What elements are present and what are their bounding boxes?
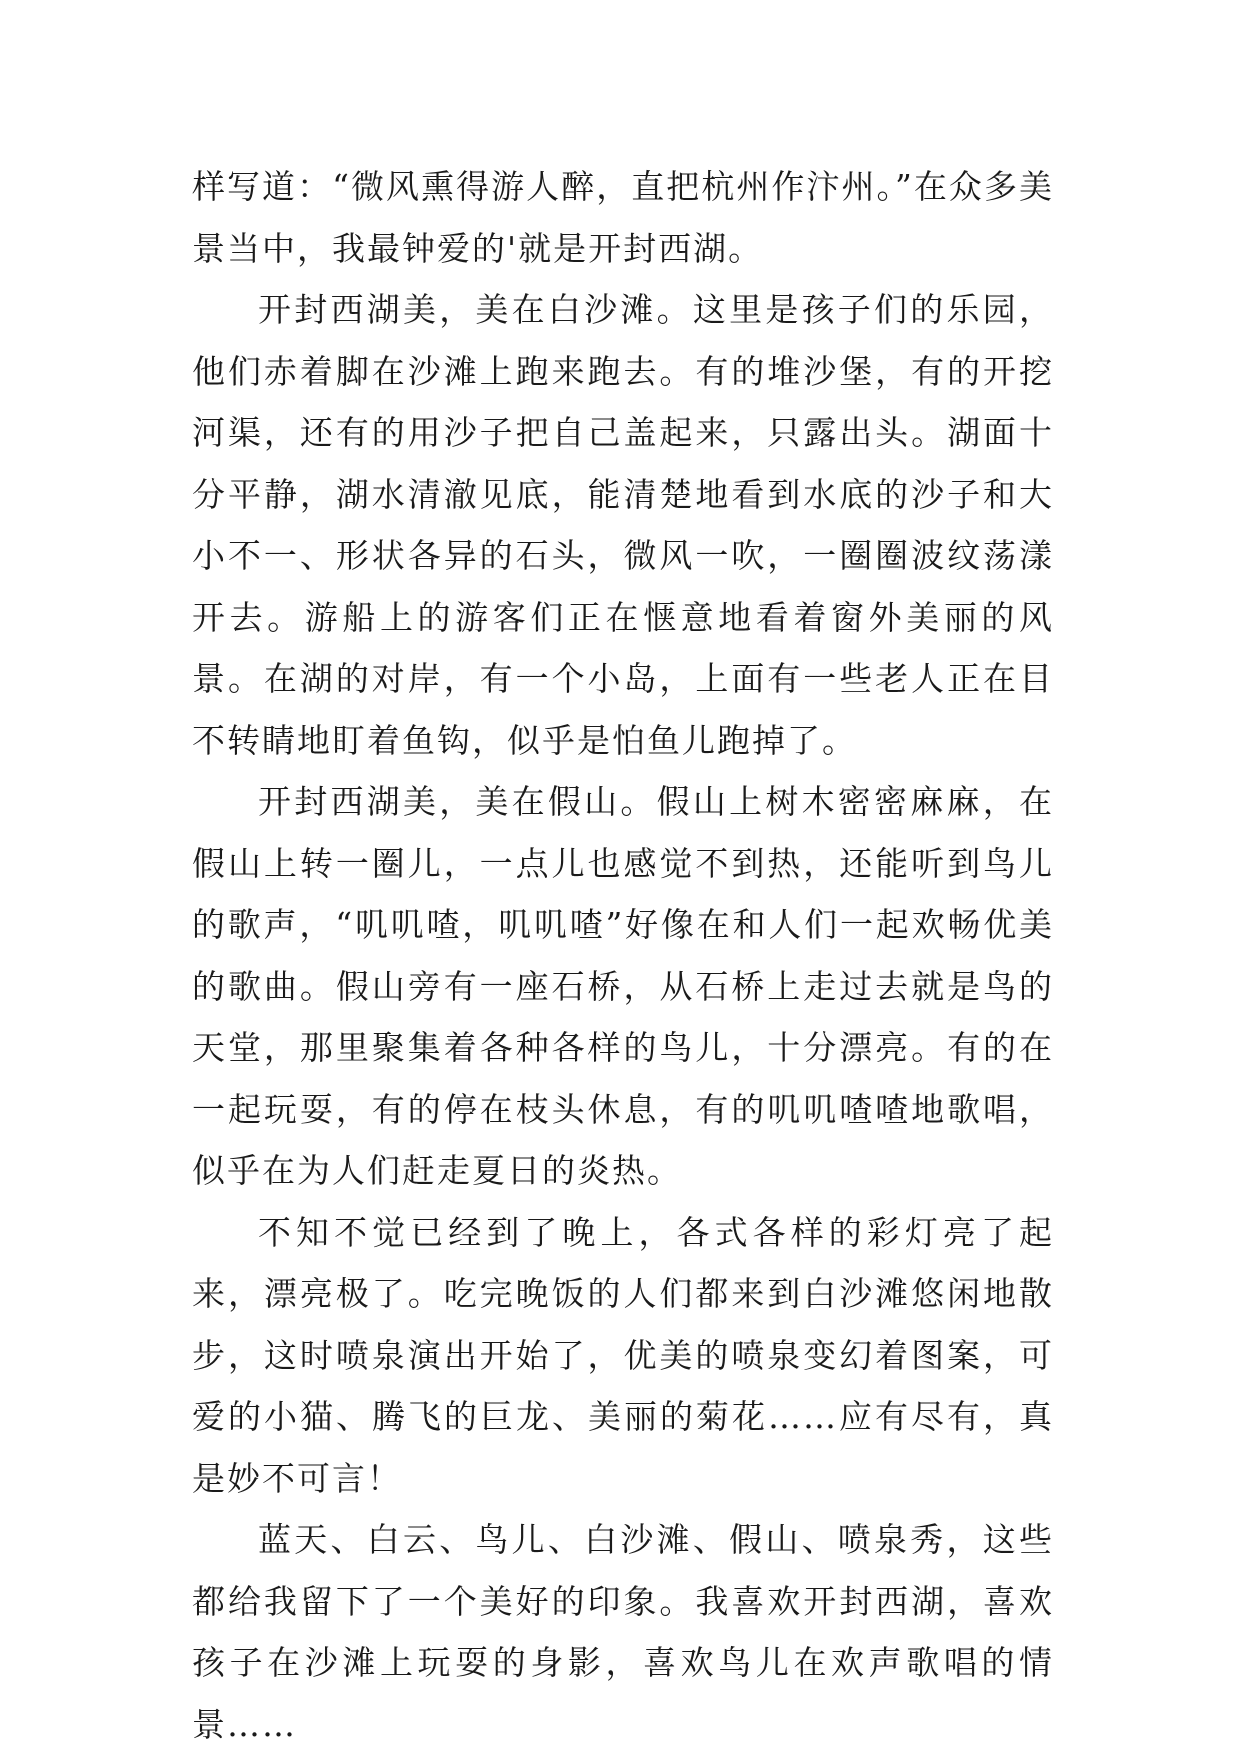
essay-body (192, 156, 1054, 1755)
paragraph-3: 开封西湖美，美在假山。假山上树木密密麻麻，在假山上转一圈儿，一点儿也感觉不到热，还能听到鸟儿的歌声，“叽叽喳，叽叽喳”好像在和人们一起欢畅优美的歌曲。假山旁有一座石桥，从石桥上走过去就是鸟的天堂，那里聚集着各种各样的鸟儿，十分漂亮。有的在一起玩耍，有的停在枝头休息，有的叽叽喳喳地歌唱，似乎在为人们赶走夏日的炎热。 (192, 782, 1054, 1190)
paragraph-2: 开封西湖美，美在白沙滩。这里是孩子们的乐园，他们赤着脚在沙滩上跑来跑去。有的堆沙堡，有的开挖河渠，还有的用沙子把自己盖起来，只露出头。湖面十分平静，湖水清澈见底，能清楚地看到水底的沙子和大小不一、形状各异的石头，微风一吹，一圈圈波纹荡漾开去。游船上的游客们正在惬意地看着窗外美丽的风景。在湖的对岸，有一个小岛，上面有一些老人正在目不转睛地盯着鱼钩，似乎是怕鱼儿跑掉了。 (192, 290, 1054, 760)
paragraph-1: 样写道：“微风熏得游人醉，直把杭州作汴州。”在众多美景当中，我最钟爱的'就是开封西湖。 (192, 167, 1054, 268)
paragraph-5: 蓝天、白云、鸟儿、白沙滩、假山、喷泉秀，这些都给我留下了一个美好的印象。我喜欢开封西湖，喜欢孩子在沙滩上玩耍的身影，喜欢鸟儿在欢声歌唱的情景…… (192, 1520, 1054, 1744)
paragraph-4: 不知不觉已经到了晚上，各式各样的彩灯亮了起来，漂亮极了。吃完晚饭的人们都来到白沙滩悠闲地散步，这时喷泉演出开始了，优美的喷泉变幻着图案，可爱的小猫、腾飞的巨龙、美丽的菊花……应有尽有，真是妙不可言！ (192, 1212, 1054, 1498)
